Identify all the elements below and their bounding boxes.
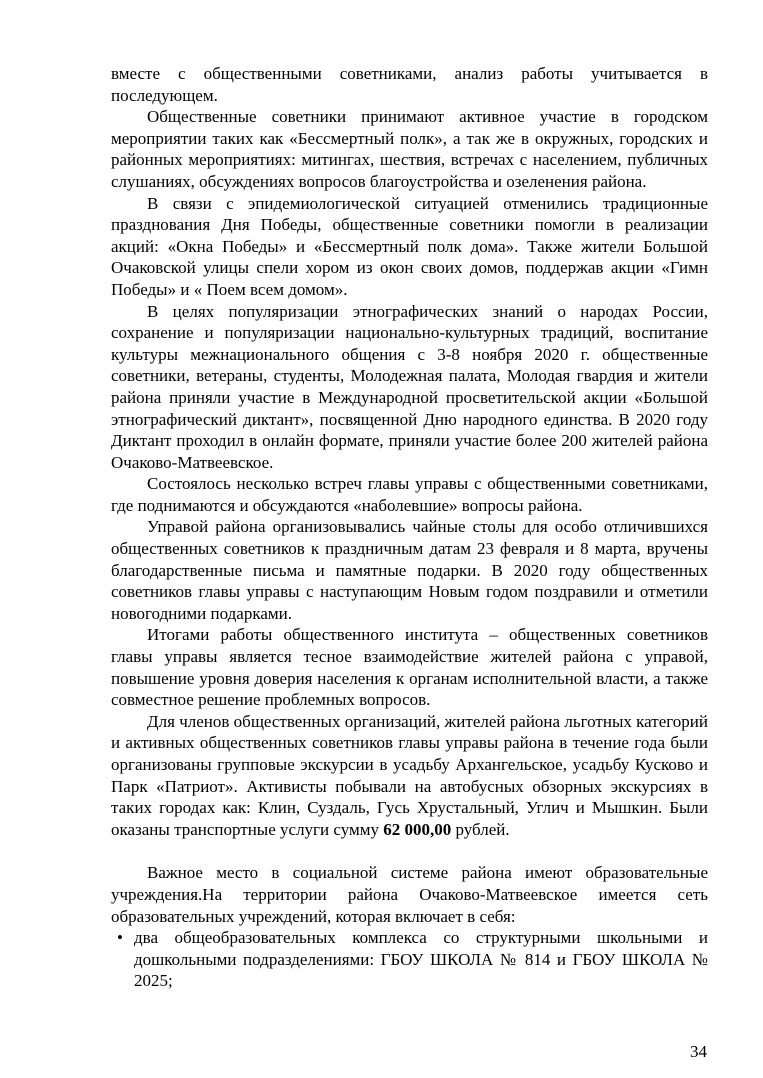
paragraph-ethnographic-dictation: В целях популяризации этнографических знаний о народах России, сохранение и популяризации национально-культурных традиций, воспитание культуры межнационального общения с 3-8 ноября 2020 г. общественные советники, ветераны, студенты, Молодежная палата, Молодая гвардия и жители района приняли участие в Международной просветительской акции «Большой этнографический диктант», посвященной Дню народного единства. В 2020 году Диктант проходил в онлайн формате, приняли участие более 200 жителей района Очаково-Матвеевское. <box>111 301 708 472</box>
paragraph-gap <box>111 840 708 862</box>
paragraph-public-events: Общественные советники принимают активное участие в городском мероприятии таких как «Бессмертный полк», а так же в окружных, городских и районных мероприятиях: митингах, шествия, встречах с населением, публичных слушаниях, обсуждениях вопросов благоустройства и озеленения района. <box>111 107 708 191</box>
education-bullet-list <box>111 927 708 992</box>
excursions-text: Для членов общественных организаций, жителей района льготных категорий и активных общественных советников главы управы района в течение года были организованы групповые экскурсии в усадьбу Архангельское, усадьбу Кусково и Парк «Патриот». Активисты побывали на автобусных обзорных экскурсиях в таких городах как: Клин, Суздаль, Гусь Хрустальный, Углич и Мышкин. Были оказаны транспортные услуги сумму <box>111 711 708 839</box>
bullet-item <box>111 927 708 992</box>
paragraph-meetings: Состоялось несколько встреч главы управы с общественными советниками, где поднимаются и обсуждаются «наболевшие» вопросы района. <box>111 474 708 515</box>
paragraph-excursions <box>111 711 708 841</box>
paragraph-results: Итогами работы общественного института – общественных советников главы управы является тесное взаимодействие жителей района с управой, повышение уровня доверия населения к органам исполнительной власти, а также совместное решение проблемных вопросов. <box>111 625 708 710</box>
bullet-text: два общеобразовательных комплекса со структурными школьными и дошкольными подразделениями: ГБОУ ШКОЛА № 814 и ГБОУ ШКОЛА № 2025; <box>134 928 708 991</box>
paragraph-education: Важное место в социальной системе района имеют образовательные учреждения.На территории района Очаково-Матвеевское имеется сеть образовательных учреждений, которая включает в себя: <box>111 863 708 926</box>
bullet-icon: • <box>117 928 123 948</box>
paragraph-victory-day: В связи с эпидемиологической ситуацией отменились традиционные празднования Дня Победы, общественные советники помогли в реализации акций: «Окна Победы» и «Бессмертный полк дома». Также жители Большой Очаковской улицы спели хором из окон своих домов, поддержав акции «Гимн Победы» и « Поем всем домом». <box>111 193 708 299</box>
paragraph-continuation: вместе с общественными советниками, анализ работы учитывается в последующем. <box>111 64 708 105</box>
page-number: 34 <box>690 1042 707 1061</box>
paragraph-tea-tables: Управой района организовывались чайные столы для особо отличившихся общественных советников к праздничным датам 23 февраля и 8 марта, вручены благодарственные письма и памятные подарки. В 2020 году общественных советников главы управы с наступающим Новым годом поздравили и отметили новогодними подарками. <box>111 517 708 623</box>
excursions-suffix: рублей. <box>451 819 510 839</box>
excursions-amount: 62 000,00 <box>383 819 452 839</box>
text-column <box>111 63 708 992</box>
